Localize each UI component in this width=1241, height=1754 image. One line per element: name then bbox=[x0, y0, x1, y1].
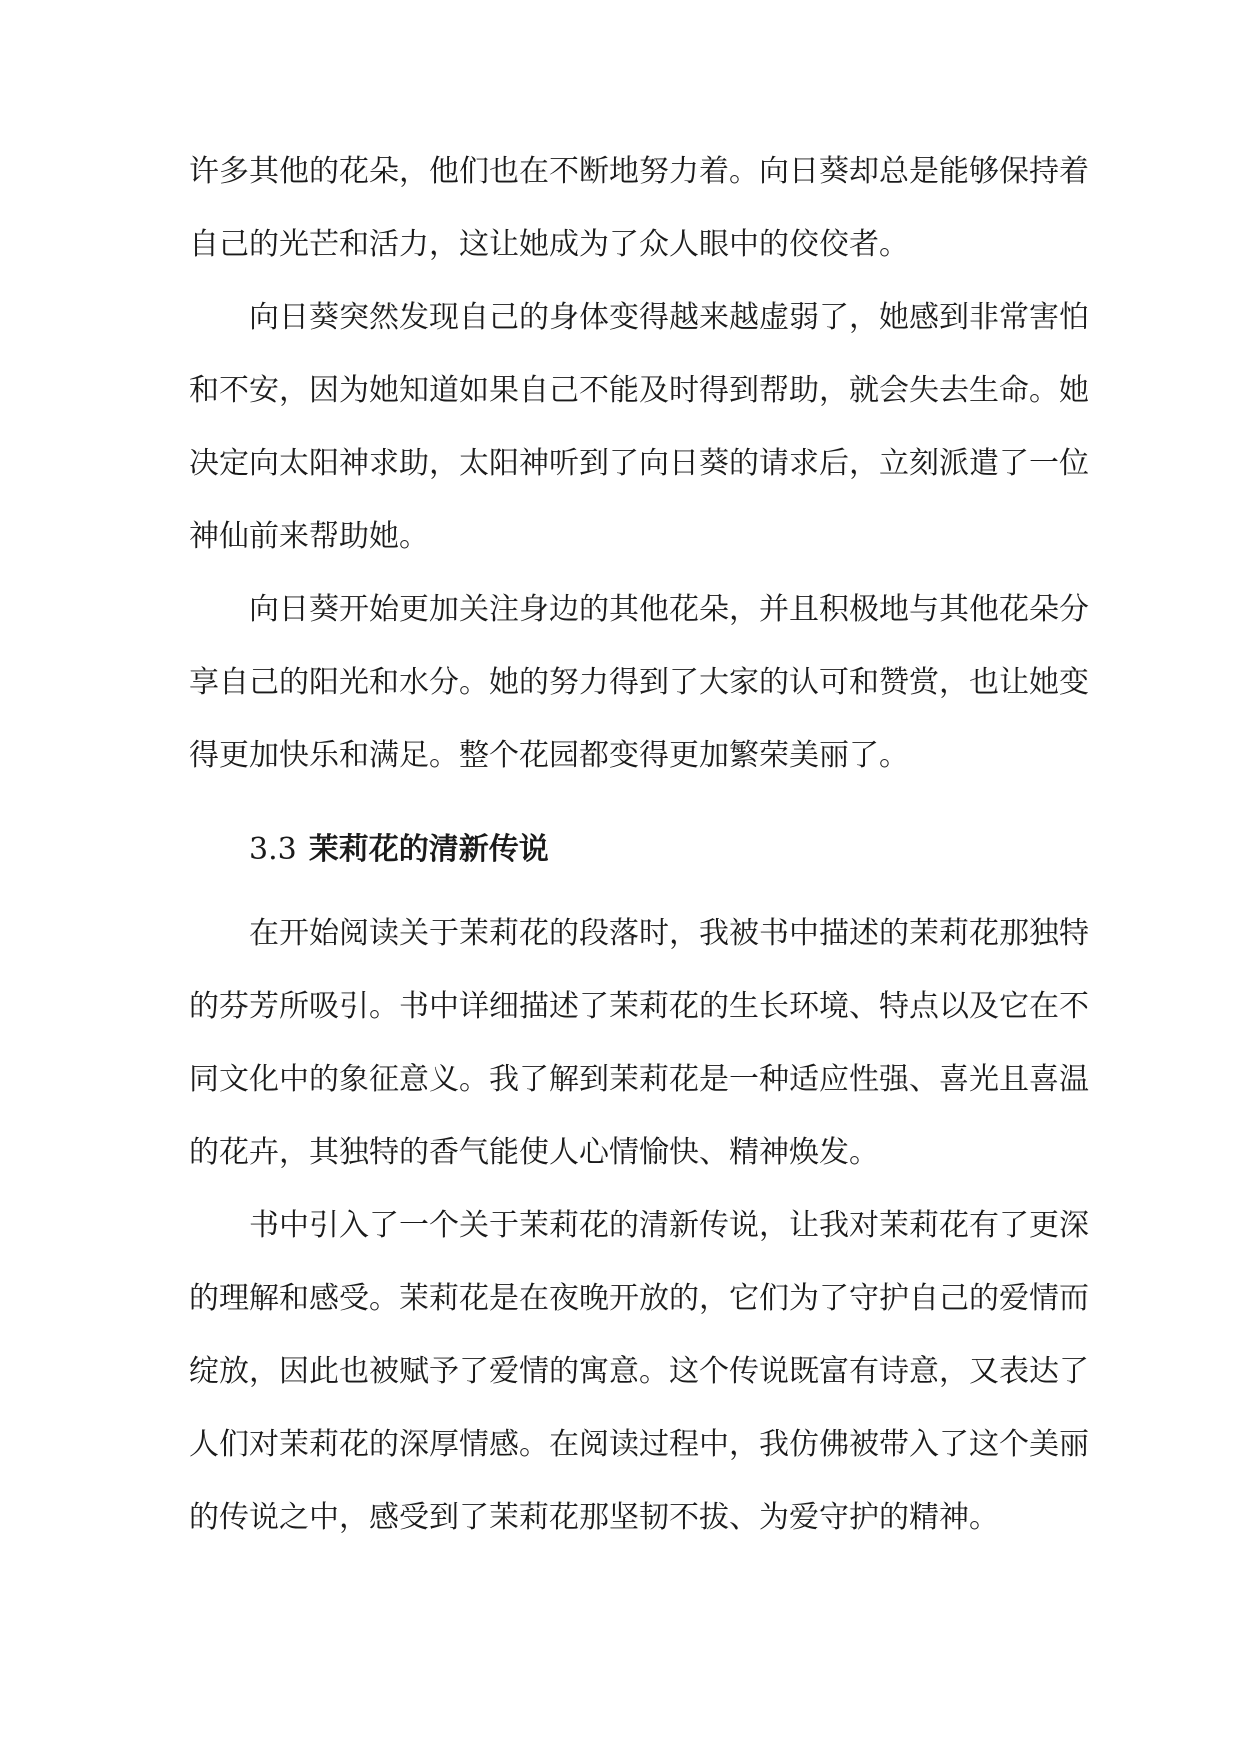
paragraph-3-line-2: 享自己的阳光和水分。她的努力得到了大家的认可和赞赏，也让她变 bbox=[189, 665, 1089, 700]
paragraph-5-line-1: 书中引入了一个关于茉莉花的清新传说，让我对茉莉花有了更深 bbox=[249, 1208, 1089, 1243]
paragraph-5-line-5: 的传说之中，感受到了茉莉花那坚韧不拔、为爱守护的精神。 bbox=[189, 1500, 999, 1535]
paragraph-2-line-2: 和不安，因为她知道如果自己不能及时得到帮助，就会失去生命。她 bbox=[189, 373, 1089, 408]
paragraph-5-line-3: 绽放，因此也被赋予了爱情的寓意。这个传说既富有诗意，又表达了 bbox=[189, 1354, 1089, 1389]
paragraph-5-line-2: 的理解和感受。茉莉花是在夜晚开放的，它们为了守护自己的爱情而 bbox=[189, 1281, 1089, 1316]
paragraph-2-line-1: 向日葵突然发现自己的身体变得越来越虚弱了，她感到非常害怕 bbox=[249, 300, 1089, 335]
paragraph-4-line-2: 的芬芳所吸引。书中详细描述了茉莉花的生长环境、特点以及它在不 bbox=[189, 989, 1089, 1024]
paragraph-3-line-1: 向日葵开始更加关注身边的其他花朵，并且积极地与其他花朵分 bbox=[249, 592, 1089, 627]
paragraph-4-line-4: 的花卉，其独特的香气能使人心情愉快、精神焕发。 bbox=[189, 1135, 879, 1170]
paragraph-2-line-3: 决定向太阳神求助，太阳神听到了向日葵的请求后，立刻派遣了一位 bbox=[189, 446, 1089, 481]
paragraph-2-line-4: 神仙前来帮助她。 bbox=[189, 519, 429, 554]
paragraph-5-line-4: 人们对茉莉花的深厚情感。在阅读过程中，我仿佛被带入了这个美丽 bbox=[189, 1427, 1089, 1462]
section-title: 茉莉花的清新传说 bbox=[308, 832, 549, 867]
paragraph-4-line-3: 同文化中的象征意义。我了解到茉莉花是一种适应性强、喜光且喜温 bbox=[189, 1062, 1089, 1097]
section-heading bbox=[249, 830, 549, 870]
paragraph-4-line-1: 在开始阅读关于茉莉花的段落时，我被书中描述的茉莉花那独特 bbox=[249, 916, 1089, 951]
paragraph-3-line-3: 得更加快乐和满足。整个花园都变得更加繁荣美丽了。 bbox=[189, 738, 909, 773]
section-number: 3.3 bbox=[249, 832, 297, 867]
paragraph-1-line-2: 自己的光芒和活力，这让她成为了众人眼中的佼佼者。 bbox=[189, 227, 909, 262]
paragraph-1-line-1: 许多其他的花朵，他们也在不断地努力着。向日葵却总是能够保持着 bbox=[189, 154, 1089, 189]
